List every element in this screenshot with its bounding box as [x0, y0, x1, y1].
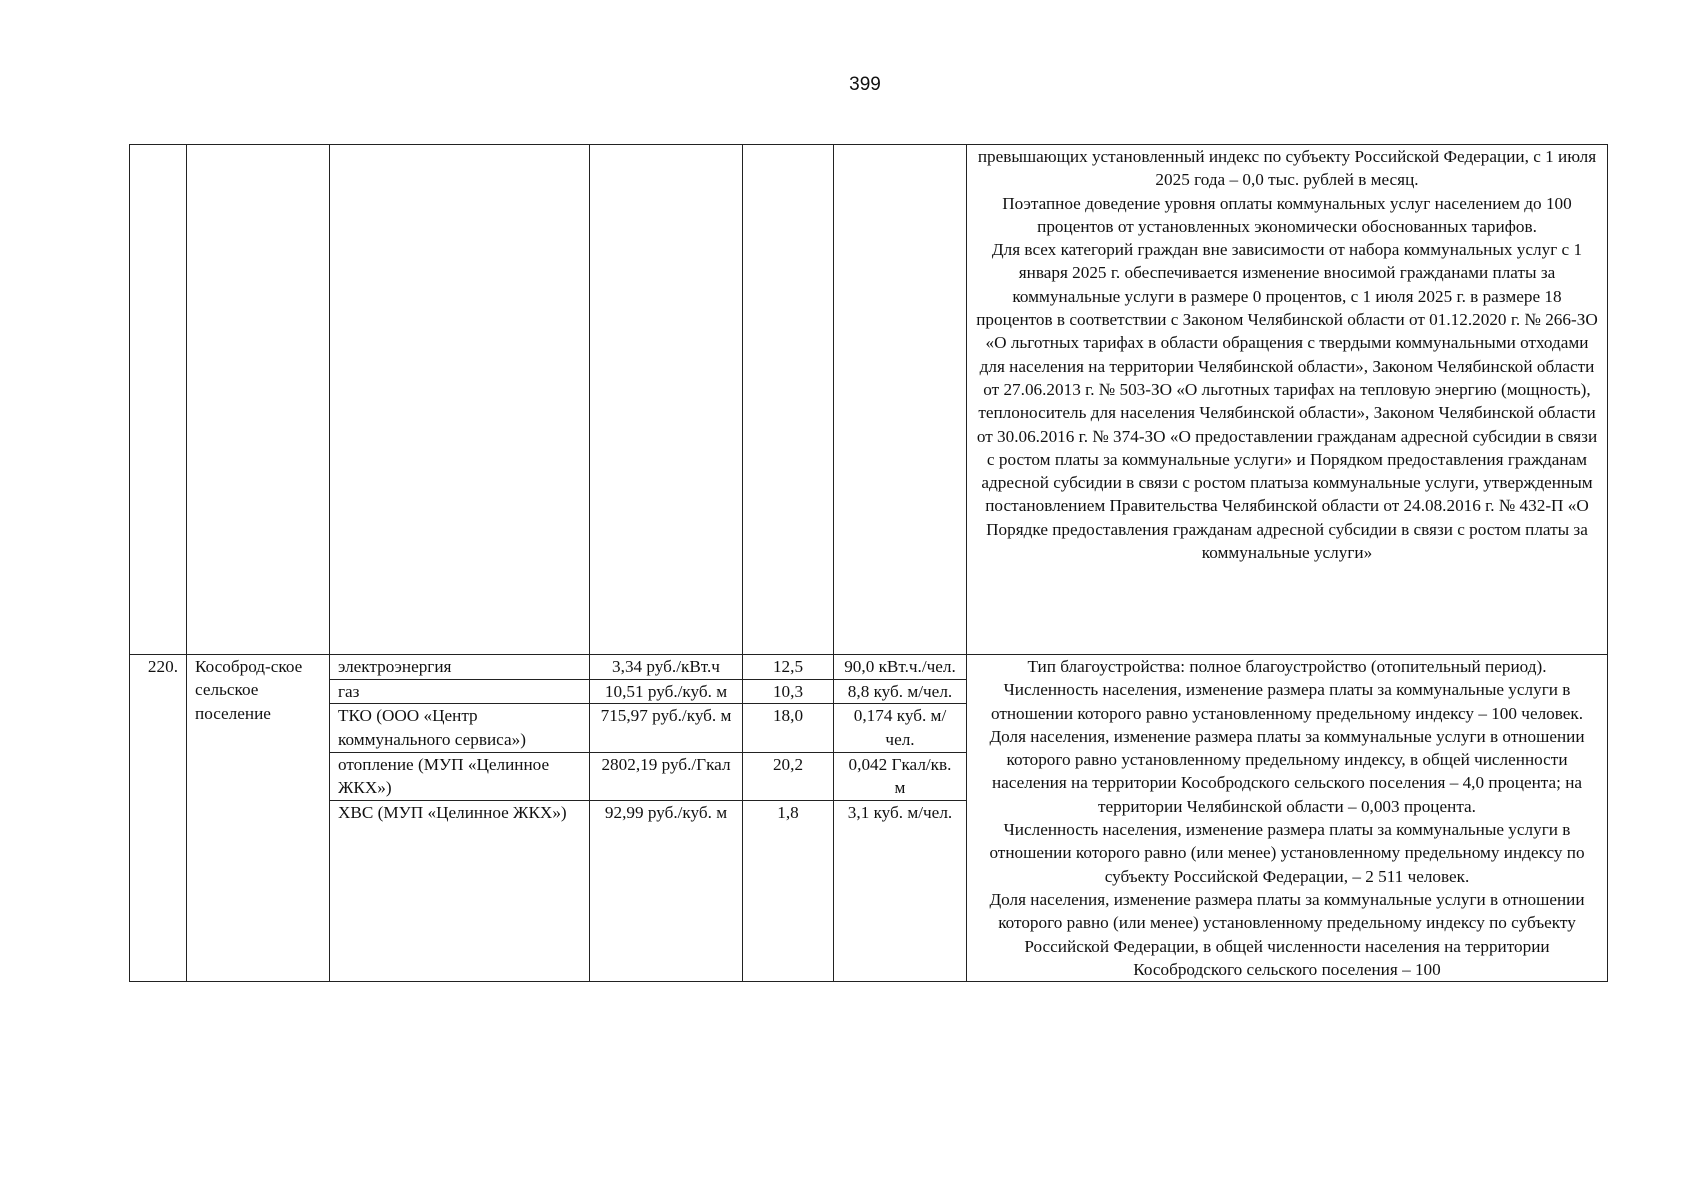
continuation-text-cell — [967, 145, 1608, 655]
service-tariff: 715,97 руб./куб. м — [590, 704, 743, 752]
continuation-row — [130, 145, 1608, 655]
empty-cell — [187, 145, 330, 655]
row-number: 220. — [130, 655, 187, 982]
service-volume: 0,174 куб. м/чел. — [834, 704, 967, 752]
empty-cell — [590, 145, 743, 655]
service-index: 10,3 — [743, 679, 834, 704]
settlement-name: Кособрод-ское сельское поселение — [187, 655, 330, 982]
description-paragraph: Численность населения, изменение размера платы за коммунальные услуги в отношении которого равно (или менее) установленному предельному индексу по субъекту Российской Федерации, – 2 511 человек. — [989, 820, 1585, 886]
empty-cell — [330, 145, 590, 655]
service-tariff: 10,51 руб./куб. м — [590, 679, 743, 704]
page-number: 399 — [849, 74, 881, 95]
service-index: 20,2 — [743, 752, 834, 800]
service-volume: 8,8 куб. м/чел. — [834, 679, 967, 704]
tariff-table — [129, 144, 1608, 982]
continuation-paragraph: Поэтапное доведение уровня оплаты коммунальных услуг населением до 100 процентов от установленных экономически обоснованных тарифов. — [1002, 193, 1572, 236]
service-volume: 0,042 Гкал/кв. м — [834, 752, 967, 800]
service-tariff: 92,99 руб./куб. м — [590, 801, 743, 982]
empty-cell — [834, 145, 967, 655]
description-paragraph: Тип благоустройства: полное благоустройство (отопительный период). — [1027, 657, 1547, 676]
description-paragraph: Доля населения, изменение размера платы за коммунальные услуги в отношении которого равно установленному предельному индексу, в общей численности населения на территории Кособродского сельского поселения – 4,0 процента; на территории Челябинской области – 0,003 процента. — [989, 726, 1585, 816]
service-name: отопление (МУП «Целинное ЖКХ») — [330, 752, 590, 800]
service-index: 12,5 — [743, 655, 834, 680]
service-volume: 90,0 кВт.ч./чел. — [834, 655, 967, 680]
service-name: ТКО (ООО «Центр коммунального сервиса») — [330, 704, 590, 752]
table-row — [130, 655, 1608, 680]
continuation-paragraph: превышающих установленный индекс по субъекту Российской Федерации, с 1 июля 2025 года – 0,0 тыс. рублей в месяц. — [977, 147, 1597, 190]
service-tariff: 2802,19 руб./Гкал — [590, 752, 743, 800]
service-volume: 3,1 куб. м/чел. — [834, 801, 967, 982]
service-name: газ — [330, 679, 590, 704]
service-tariff: 3,34 руб./кВт.ч — [590, 655, 743, 680]
service-name: ХВС (МУП «Целинное ЖКХ») — [330, 801, 590, 982]
service-index: 1,8 — [743, 801, 834, 982]
service-name: электроэнергия — [330, 655, 590, 680]
description-paragraph: Доля населения, изменение размера платы за коммунальные услуги в отношении которого равно (или менее) установленному предельному индексу по субъекту Российской Федерации, в общей численности населения на территории Кособродского сельского поселения – 100 — [989, 889, 1585, 979]
description-cell — [967, 655, 1608, 982]
empty-cell — [130, 145, 187, 655]
empty-cell — [743, 145, 834, 655]
description-paragraph: Численность населения, изменение размера платы за коммунальные услуги в отношении которого равно установленному предельному индексу – 100 человек. — [990, 680, 1584, 723]
service-index: 18,0 — [743, 704, 834, 752]
continuation-paragraph: Для всех категорий граждан вне зависимости от набора коммунальных услуг с 1 января 2025 г. обеспечивается изменение вносимой гражданами платы за коммунальные услуги в размере 0 процентов, с 1 июля 2025 г. в размере 18 процентов в соответствии с Законом Челябинской области от 01.12.2020 г. № 266-ЗО «О льготных тарифах в области обращения с твердыми коммунальными отходами для населения на территории Челябинской области», Законом Челябинской области от 27.06.2013 г. № 503-ЗО «О льготных тарифах на тепловую энергию (мощность), теплоноситель для населения Челябинской области», Законом Челябинской области от 30.06.2016 г. № 374-ЗО «О предоставлении гражданам адресной субсидии в связи с ростом платы за коммунальные услуги» и Порядком предоставления гражданам адресной субсидии в связи с ростом платыза коммунальные услуги, утвержденным постановлением Правительства Челябинской области от 24.08.2016 г. № 432-П «О Порядке предоставления гражданам адресной субсидии в связи с ростом платы за коммунальные услуги» — [976, 240, 1598, 563]
